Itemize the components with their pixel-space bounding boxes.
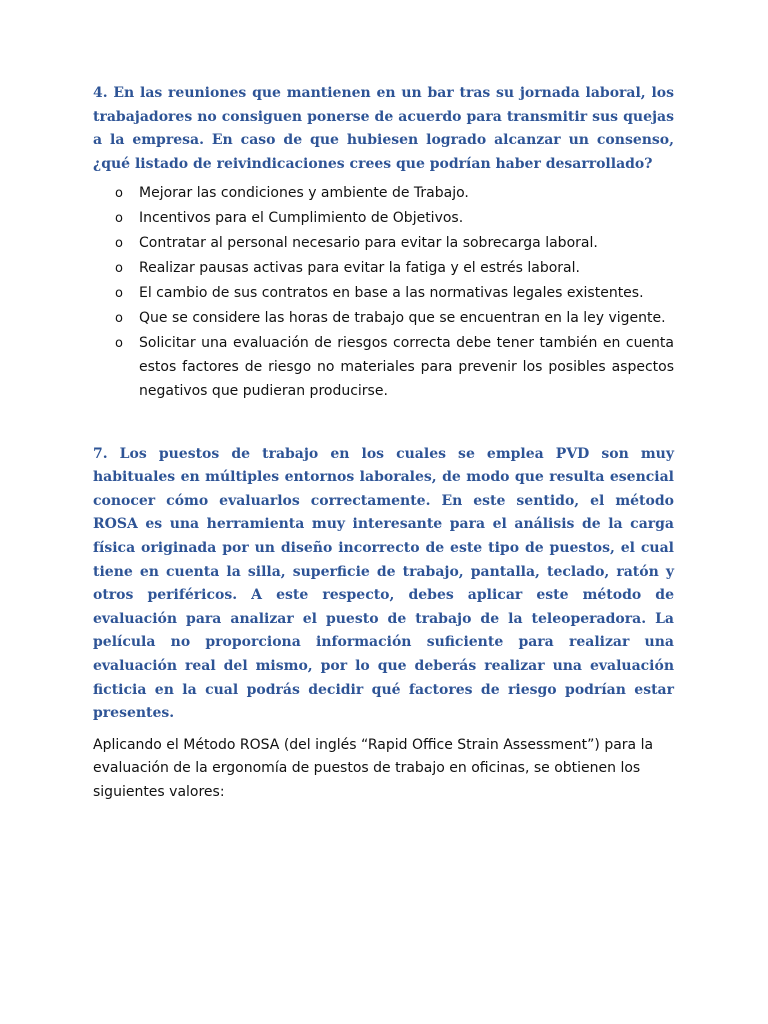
bullet-marker: o <box>115 211 123 227</box>
bullet-marker: o <box>115 186 123 202</box>
list-item <box>93 332 674 403</box>
list-item <box>93 182 674 206</box>
list-item <box>93 282 674 306</box>
bullet-marker: o <box>115 311 123 327</box>
list-item-text: Que se considere las horas de trabajo que se encuentran en la ley vigente. <box>139 310 666 327</box>
list-item-text: Solicitar una evaluación de riesgos correcta debe tener también en cuenta estos factores de riesgo no materiales para prevenir los posibles aspectos negativos que pudieran producirse. <box>139 335 674 399</box>
list-item <box>93 257 674 281</box>
question-4: 4. En las reuniones que mantienen en un bar tras su jornada laboral, los trabajadores no consiguen ponerse de acuerdo para transmitir sus quejas a la empresa. En caso de que hubiesen logrado alcanzar un consenso, ¿qué listado de reivindicaciones crees que podrían haber desarrollado? <box>93 85 674 172</box>
list-item-text: El cambio de sus contratos en base a las normativas legales existentes. <box>139 285 644 302</box>
list-item-text: Contratar al personal necesario para evitar la sobrecarga laboral. <box>139 235 598 252</box>
bullet-marker: o <box>115 336 123 352</box>
demands-list <box>93 182 674 403</box>
list-item <box>93 207 674 231</box>
document-page <box>93 82 674 805</box>
list-item-text: Mejorar las condiciones y ambiente de Trabajo. <box>139 185 469 202</box>
question-7: 7. Los puestos de trabajo en los cuales se emplea PVD son muy habituales en múltiples entornos laborales, de modo que resulta esencial conocer cómo evaluarlos correctamente. En este sentido, el método ROSA es una herramienta muy interesante para el análisis de la carga física originada por un diseño incorrecto de este tipo de puestos, el cual tiene en cuenta la silla, superficie de trabajo, pantalla, teclado, ratón y otros periféricos. A este respecto, debes aplicar este método de evaluación para analizar el puesto de trabajo de la teleoperadora. La película no proporciona información suficiente para realizar una evaluación real del mismo, por lo que deberás realizar una evaluación ficticia en la cual podrás decidir qué factores de riesgo podrían estar presentes. <box>93 445 674 722</box>
bullet-marker: o <box>115 261 123 277</box>
answer-paragraph: Aplicando el Método ROSA (del inglés “Rapid Office Strain Assessment”) para la evaluación de la ergonomía de puestos de trabajo en oficinas, se obtienen los siguientes valores: <box>93 736 654 800</box>
list-item-text: Realizar pausas activas para evitar la fatiga y el estrés laboral. <box>139 260 580 277</box>
list-item <box>93 232 674 256</box>
bullet-marker: o <box>115 236 123 252</box>
bullet-marker: o <box>115 286 123 302</box>
list-item <box>93 307 674 331</box>
list-item-text: Incentivos para el Cumplimiento de Objetivos. <box>139 210 464 227</box>
